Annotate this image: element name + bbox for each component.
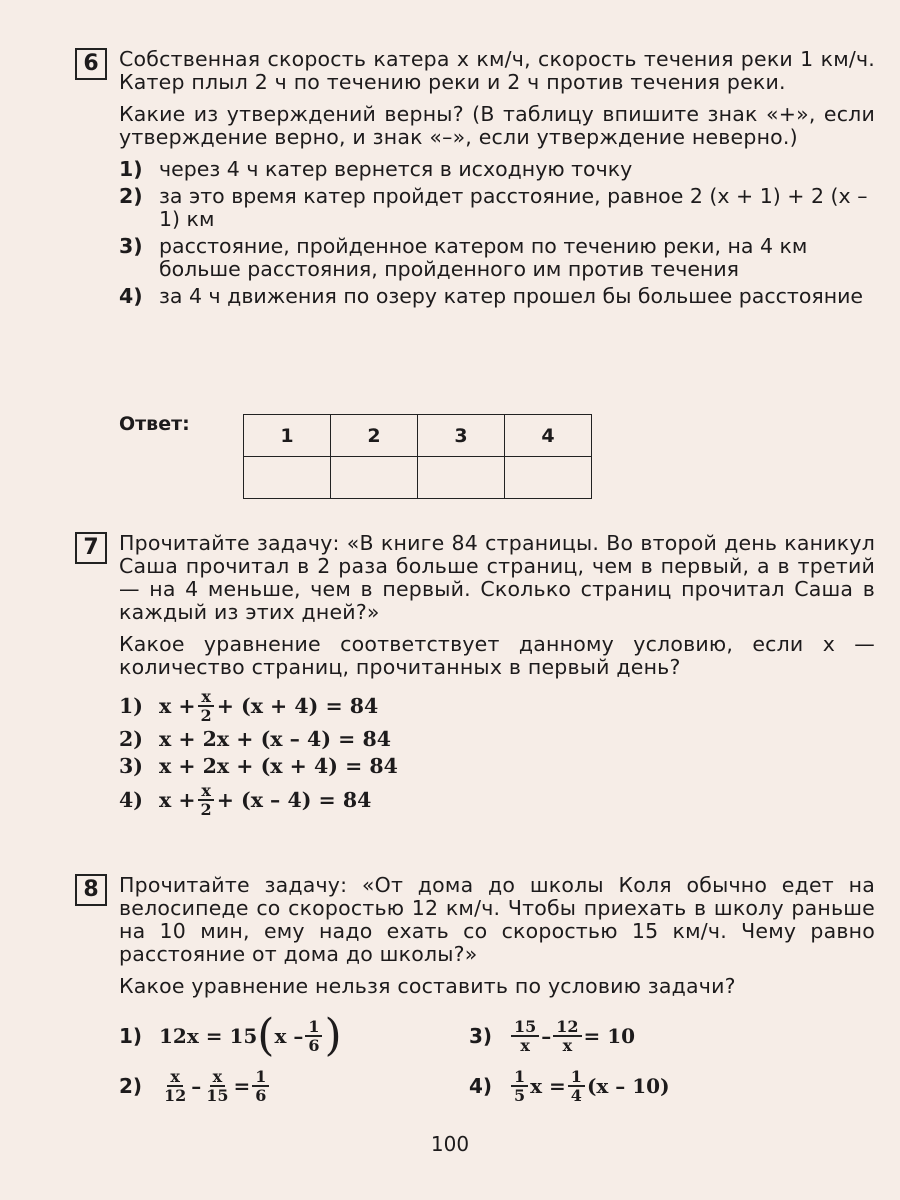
answer-cell[interactable] [505, 457, 592, 499]
option: 1) x + $\frac{x}{2}$ + (x + 4) = 84 [119, 687, 379, 725]
answer-cell[interactable] [244, 457, 331, 499]
answer-header: 2 [331, 415, 418, 457]
answer-cell[interactable] [418, 457, 505, 499]
answer-header: 4 [505, 415, 592, 457]
task-text: Прочитайте задачу: «В книге 84 страницы. Во второй день каникул Саша прочитал в 2 раза больше страниц, чем в первый, а в третий — на 4 меньше, чем в первый. Сколько страниц прочитал Саша в каждый из этих дней?» [119, 531, 875, 624]
task-7 [75, 532, 875, 822]
task-text: Прочитайте задачу: «От дома до школы Коля обычно едет на велосипеде со скоростью 12 км/ч. Чтобы приехать в школу раньше на 10 мин, ему надо ехать со скоростью 15 км/ч. Чему равно расстояние от дома до школы?» [119, 873, 875, 966]
task-6 [75, 48, 875, 312]
answer-table [243, 414, 592, 499]
task-number: 7 [75, 532, 107, 564]
task-number: 6 [75, 48, 107, 80]
answer-header: 3 [418, 415, 505, 457]
option: 4) за 4 ч движения по озеру катер прошел бы большее расстояние [119, 284, 864, 308]
page-number: 100 [430, 1132, 470, 1156]
option: 1) через 4 ч катер вернется в исходную точку [119, 157, 633, 181]
task-8 [75, 874, 875, 1104]
task-text: Собственная скорость катера x км/ч, скорость течения реки 1 км/ч. Катер плыл 2 ч по течению реки и 2 ч против течения реки. [119, 47, 875, 94]
task-question: Какие из утверждений верны? (В таблицу впишите знак «+», если утверждение верно, и знак «–», если утверждение неверно.) [119, 102, 875, 149]
task-number: 8 [75, 874, 107, 906]
option: 2) за это время катер пройдет расстояние, равное 2 (x + 1) + 2 (x – 1) км [119, 184, 868, 231]
answer-header: 1 [244, 415, 331, 457]
equation-option: 2) $\frac{x}{12}$ – $\frac{x}{15}$ = $\frac{1}{6}$ [119, 1068, 469, 1104]
equation-option: 1) 12x = 15 ( x – $\frac{1}{6}$ ) [119, 1010, 342, 1061]
equation-option: 4) $\frac{1}{5}$ x = $\frac{1}{4}$ (x – 10) [469, 1067, 670, 1105]
option: 2) x + 2x + (x – 4) = 84 [119, 727, 391, 751]
task-question: Какое уравнение соответствует данному условию, если x — количество страниц, прочитанных в первый день? [119, 632, 875, 679]
equation-option: 3) $\frac{15}{x}$ – $\frac{12}{x}$ = 10 [469, 1017, 636, 1055]
option: 3) расстояние, пройденное катером по течению реки, на 4 км больше расстояния, пройденного им против течения [119, 234, 808, 281]
option: 4) x + $\frac{x}{2}$ + (x – 4) = 84 [119, 781, 372, 819]
task-question: Какое уравнение нельзя составить по условию задачи? [119, 974, 736, 998]
answer-cell[interactable] [331, 457, 418, 499]
option: 3) x + 2x + (x + 4) = 84 [119, 754, 398, 778]
answer-label: Ответ: [119, 413, 190, 435]
